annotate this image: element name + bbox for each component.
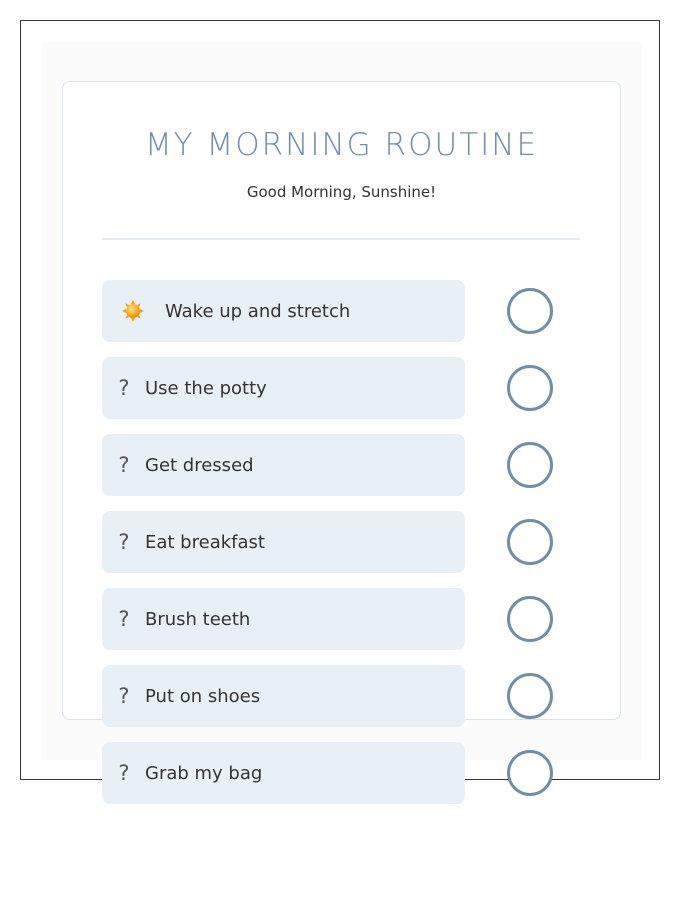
question-mark-icon: ? bbox=[118, 530, 130, 554]
task-label: Use the potty bbox=[145, 377, 267, 399]
task-checkbox[interactable] bbox=[507, 288, 553, 334]
greeting-subtitle: Good Morning, Sunshine! bbox=[246, 183, 437, 201]
task-label: Grab my bag bbox=[145, 762, 263, 784]
task-pill[interactable] bbox=[102, 665, 465, 727]
task-item bbox=[102, 511, 562, 573]
task-checkbox[interactable] bbox=[507, 365, 553, 411]
task-list bbox=[102, 280, 562, 819]
task-item bbox=[102, 588, 562, 650]
task-pill[interactable] bbox=[102, 511, 465, 573]
task-checkbox[interactable] bbox=[507, 596, 553, 642]
task-checkbox[interactable] bbox=[507, 673, 553, 719]
question-mark-icon: ? bbox=[118, 761, 130, 785]
task-pill[interactable] bbox=[102, 434, 465, 496]
task-checkbox[interactable] bbox=[507, 750, 553, 796]
question-mark-icon: ? bbox=[118, 453, 130, 477]
task-pill[interactable] bbox=[102, 588, 465, 650]
header-divider bbox=[102, 238, 580, 240]
task-label: Get dressed bbox=[145, 454, 254, 476]
task-pill[interactable] bbox=[102, 357, 465, 419]
task-item bbox=[102, 357, 562, 419]
task-pill[interactable] bbox=[102, 280, 465, 342]
task-checkbox[interactable] bbox=[507, 442, 553, 488]
task-label: Eat breakfast bbox=[145, 531, 265, 553]
task-label: Wake up and stretch bbox=[165, 300, 351, 322]
question-mark-icon: ? bbox=[118, 376, 130, 400]
task-pill[interactable] bbox=[102, 742, 465, 804]
task-item bbox=[102, 280, 562, 342]
question-mark-icon: ? bbox=[118, 607, 130, 631]
sun-icon bbox=[122, 300, 144, 322]
task-checkbox[interactable] bbox=[507, 519, 553, 565]
task-item bbox=[102, 665, 562, 727]
task-label: Put on shoes bbox=[145, 685, 261, 707]
task-item bbox=[102, 742, 562, 804]
task-label: Brush teeth bbox=[145, 608, 251, 630]
task-item bbox=[102, 434, 562, 496]
question-mark-icon: ? bbox=[118, 684, 130, 708]
page-title: MY MORNING ROUTINE bbox=[144, 127, 539, 163]
